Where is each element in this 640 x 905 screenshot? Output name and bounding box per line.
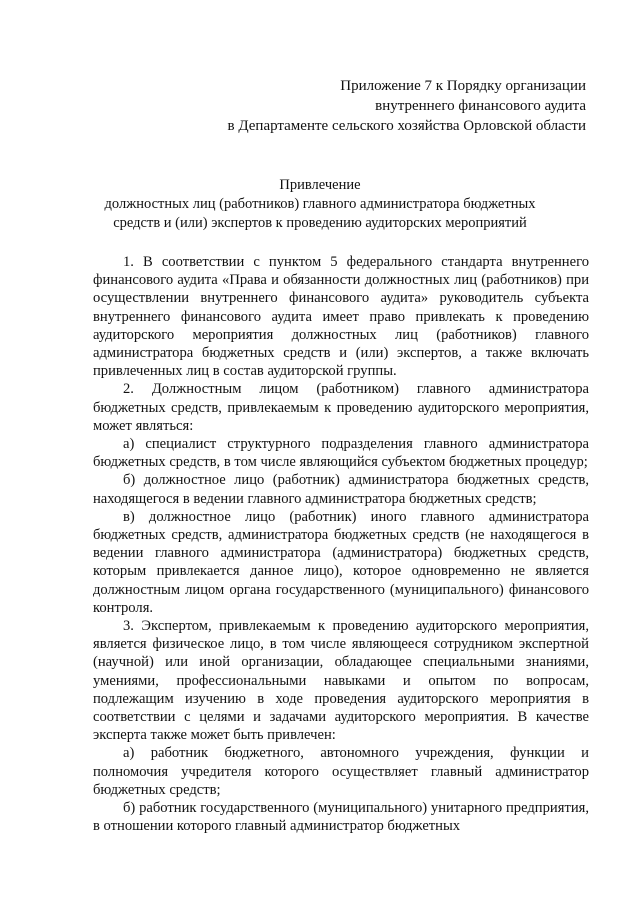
appendix-header (228, 76, 586, 136)
document-title (96, 176, 544, 233)
appendix-line-1: Приложение 7 к Порядку организации (340, 78, 586, 94)
paragraph-2: 2. Должностным лицом (работником) главного администратора бюджетных средств, привлекаемым к проведению аудиторского мероприятия, может являться: (93, 381, 589, 434)
appendix-line-3: в Департаменте сельского хозяйства Орловской области (227, 118, 586, 134)
appendix-line-2: внутреннего финансового аудита (375, 98, 586, 114)
paragraph-3a: а) работник бюджетного, автономного учреждения, функции и полномочия учредителя которого осуществляет главный администратор бюджетных средств; (93, 745, 589, 798)
title-line-3: средств и (или) экспертов к проведению аудиторских мероприятий (113, 215, 527, 231)
paragraph-3b: б) работник государственного (муниципального) унитарного предприятия, в отношении которого главный администратор бюджетных (93, 800, 589, 835)
title-line-2: должностных лиц (работников) главного администратора бюджетных (104, 196, 536, 212)
paragraph-1: 1. В соответствии с пунктом 5 федерального стандарта внутреннего финансового аудита «Права и обязанности должностных лиц (работников) при осуществлении внутреннего финансового аудита» руководитель субъекта внутреннего финансового аудита имеет право привлекать к проведению аудиторского мероприятия должностных лиц (работников) главного администратора бюджетных средств и (или) экспертов, а также включать привлеченных лиц в состав аудиторской группы. (93, 254, 589, 380)
paragraph-3: 3. Экспертом, привлекаемым к проведению аудиторского мероприятия, является физическое лицо, в том числе являющееся сотрудником экспертной (научной) или иной организации, обладающее специальными знаниями, умениями, профессиональными навыками и опытом по вопросам, подлежащим изучению в ходе проведения аудиторского мероприятия в соответствии с целями и задачами аудиторского мероприятия. В качестве эксперта также может быть привлечен: (93, 618, 589, 744)
title-line-1: Привлечение (279, 177, 361, 193)
paragraph-2b: б) должностное лицо (работник) администратора бюджетных средств, находящегося в ведении главного администратора бюджетных средств; (93, 472, 589, 507)
paragraph-2c: в) должностное лицо (работник) иного главного администратора бюджетных средств, администратора бюджетных средств (не находящегося в ведении главного администратора (администратора) бюджетных средств, которым привлекается данное лицо), которое одновременно не является должностным лицом органа государственного (муниципального) финансового контроля. (93, 508, 589, 616)
document-body (93, 253, 589, 836)
paragraph-2a: а) специалист структурного подразделения главного администратора бюджетных средств, в том числе являющийся субъектом бюджетных процедур; (93, 436, 589, 471)
